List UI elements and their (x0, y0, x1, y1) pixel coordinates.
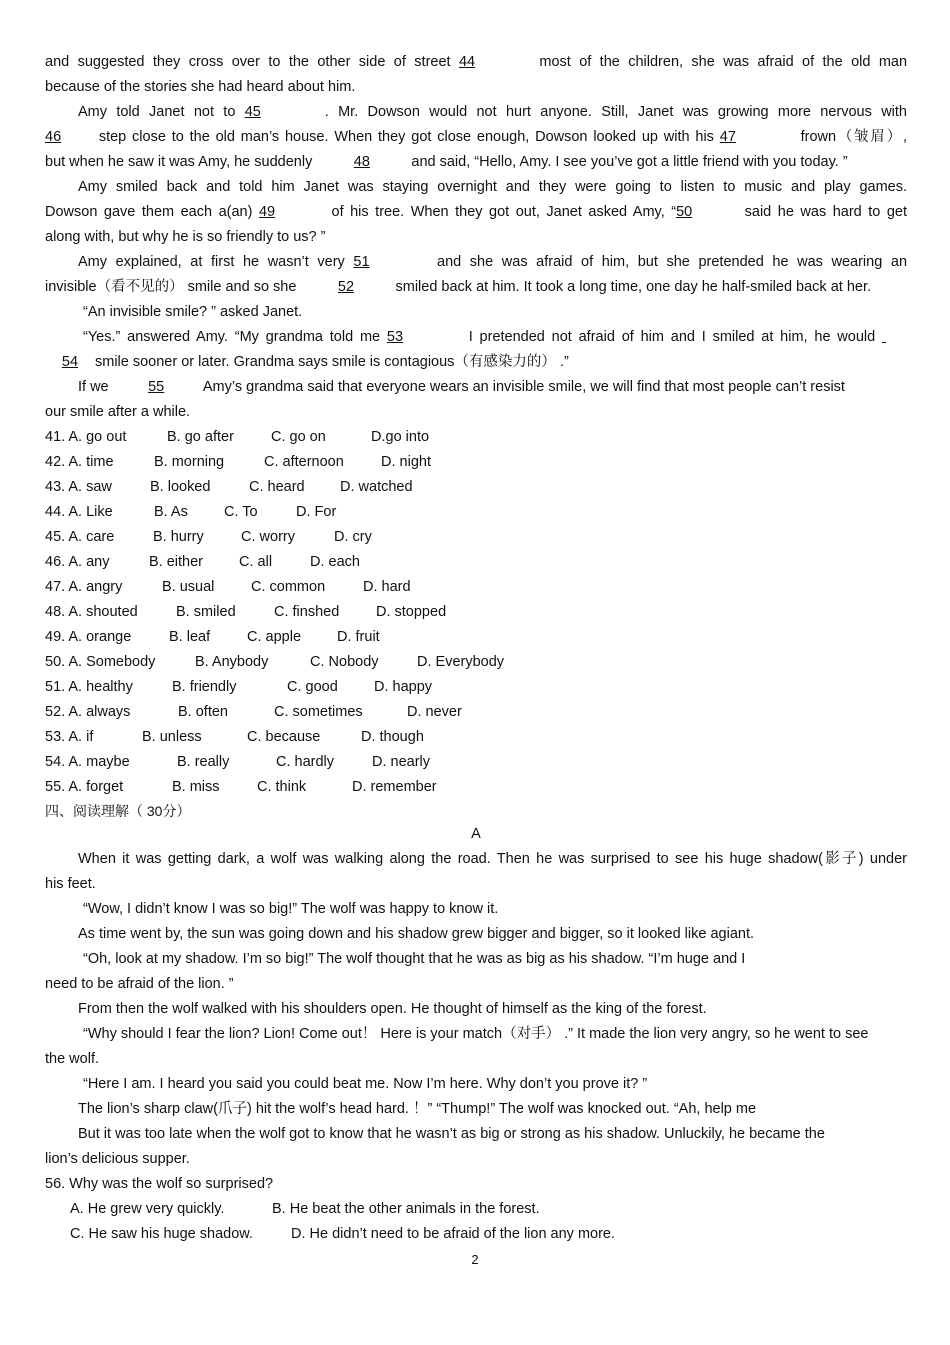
reading-line: But it was too late when the wolf got to know that he wasn’t as big or strong as his shadow. Unluckily, he became the (78, 1126, 825, 1142)
passage-line (45, 150, 907, 175)
page-number: 2 (471, 1252, 479, 1267)
reading-line: “Wow, I didn’t know I was so big!” The wolf was happy to know it. (83, 901, 499, 917)
blank-53: 53 (386, 329, 404, 345)
option-row: 42. A. time B. morning C. afternoon D. night (45, 454, 431, 470)
passage-line: “An invisible smile? ” asked Janet. (83, 304, 303, 320)
reading-line: “Oh, look at my shadow. I’m so big!” The wolf thought that he was as big as his shadow. “I’m huge and I (83, 951, 746, 967)
passage-text: smiled back at him. It took a long time, one day he half-smiled back at her. (395, 279, 872, 295)
option-row: 45. A. care B. hurry C. worry D. cry (45, 529, 372, 545)
passage-text: and suggested they cross over to the other side of street (45, 54, 451, 70)
passage-line: along with, but why he is so friendly to us? ” (45, 229, 326, 245)
option-b: B. He beat the other animals in the forest. (272, 1201, 540, 1217)
option-row: 48. A. shouted B. smiled C. finshed D. stopped (45, 604, 447, 620)
blank-50: 50 (676, 204, 693, 220)
option-row: 49. A. orange B. leaf C. apple D. fruit (45, 629, 380, 645)
reading-line: need to be afraid of the lion. ” (45, 976, 234, 992)
passage-text: of his tree. When they got out, Janet asked Amy, “ (331, 204, 677, 220)
option-row: 44. A. Like B. As C. To D. For (45, 504, 337, 520)
option-row: 41. A. go out B. go after C. go on D.go into (45, 429, 430, 445)
passage-line: because of the stories she had heard about him. (45, 79, 356, 95)
passage-text: most of the children, she was afraid of the old man (539, 54, 908, 70)
passage-text: invisible（看不见的） smile and so she (45, 279, 297, 295)
passage-text: I pretended not afraid of him and I smiled at him, he would (468, 329, 876, 345)
section-heading: 四、阅读理解（ 30分） (45, 803, 191, 819)
passage-line (45, 350, 907, 375)
passage-line (45, 275, 907, 300)
blank-46: 46 (45, 129, 62, 145)
question-stem: 56. Why was the wolf so surprised? (45, 1176, 274, 1192)
passage-text: If we (78, 379, 109, 395)
blank-52: 52 (337, 279, 355, 295)
blank-45: 45 (244, 104, 261, 120)
blank-44: 44 (458, 54, 476, 70)
passage-text: smile sooner or later. Grandma says smile is contagious（有感染力的） .” (95, 354, 569, 370)
passage-text: frown（皱眉）, (800, 129, 908, 145)
reading-line: lion’s delicious supper. (45, 1151, 190, 1167)
passage-line (45, 50, 907, 75)
passage-text: and said, “Hello, Amy. I see you’ve got a little friend with you today. ” (411, 154, 848, 170)
option-a: A. He grew very quickly. (70, 1201, 225, 1217)
passage-text: Amy told Janet not to (78, 104, 236, 120)
reading-line: When it was getting dark, a wolf was walking along the road. Then he was surprised to see his huge shadow(影子) under (78, 851, 907, 867)
blank-51: 51 (353, 254, 370, 270)
reading-line: The lion’s sharp claw(爪子) hit the wolf’s head hard. ！” “Thump!” The wolf was knocked out. “Ah, help me (78, 1101, 757, 1117)
option-row: 54. A. maybe B. really C. hardly D. nearly (45, 754, 431, 770)
passage-text: “Yes.” answered Amy. “My grandma told me (83, 329, 381, 345)
reading-line: As time went by, the sun was going down and his shadow grew bigger and bigger, so it looked like agiant. (78, 926, 754, 942)
blank-47: 47 (719, 129, 736, 145)
question-options (45, 1222, 907, 1247)
passage-text: Amy’s grandma said that everyone wears an invisible smile, we will find that most people can’t resist (202, 379, 845, 395)
passage-line: Amy smiled back and told him Janet was staying overnight and they were going to listen to music and play games. (78, 179, 907, 195)
passage-text: Amy explained, at first he wasn’t very (78, 254, 345, 270)
reading-line: From then the wolf walked with his shoulders open. He thought of himself as the king of the forest. (78, 1001, 707, 1017)
passage-line (45, 200, 907, 225)
question-options (45, 1197, 907, 1222)
reading-a-label: A (471, 826, 481, 842)
option-row: 51. A. healthy B. friendly C. good D. happy (45, 679, 433, 695)
reading-line: “Here I am. I heard you said you could beat me. Now I’m here. Why don’t you prove it? ” (83, 1076, 648, 1092)
passage-text: Dowson gave them each a(an) (45, 204, 253, 220)
blank-54: 54 (61, 354, 79, 370)
blank-48: 48 (353, 154, 370, 170)
reading-line: “Why should I fear the lion? Lion! Come out！ Here is your match（对手） .” It made the lion very angry, so he went to see (83, 1026, 869, 1042)
passage-text: said he was hard to get (744, 204, 908, 220)
passage-line (45, 100, 907, 125)
passage-text: step close to the old man’s house. When they got close enough, Dowson looked up with his (98, 129, 714, 145)
passage-line (45, 325, 907, 350)
option-row: 53. A. if B. unless C. because D. though (45, 729, 424, 745)
passage-text: and she was afraid of him, but she pretended he was wearing an (437, 254, 908, 270)
passage-line: our smile after a while. (45, 404, 191, 420)
passage-text: but when he saw it was Amy, he suddenly (45, 154, 313, 170)
options-list (45, 425, 907, 800)
option-row: 46. A. any B. either C. all D. each (45, 554, 360, 570)
option-d: D. He didn’t need to be afraid of the lion any more. (291, 1226, 616, 1242)
option-c: C. He saw his huge shadow. (70, 1226, 253, 1242)
option-row: 43. A. saw B. looked C. heard D. watched (45, 479, 413, 495)
option-row: 50. A. Somebody B. Anybody C. Nobody D. Everybody (45, 654, 505, 670)
option-row: 52. A. always B. often C. sometimes D. never (45, 704, 462, 720)
passage-line (45, 250, 907, 275)
passage-text: . Mr. Dowson would not hurt anyone. Still, Janet was growing more nervous with (324, 104, 907, 120)
blank-49: 49 (258, 204, 276, 220)
passage-line (45, 125, 907, 150)
option-row: 47. A. angry B. usual C. common D. hard (45, 579, 411, 595)
reading-line: the wolf. (45, 1051, 99, 1067)
blank-line (882, 325, 907, 350)
blank-55: 55 (148, 379, 165, 395)
document-page (45, 50, 907, 1247)
option-row: 55. A. forget B. miss C. think D. remember (45, 779, 437, 795)
reading-line: his feet. (45, 876, 96, 892)
passage-line (45, 375, 907, 400)
